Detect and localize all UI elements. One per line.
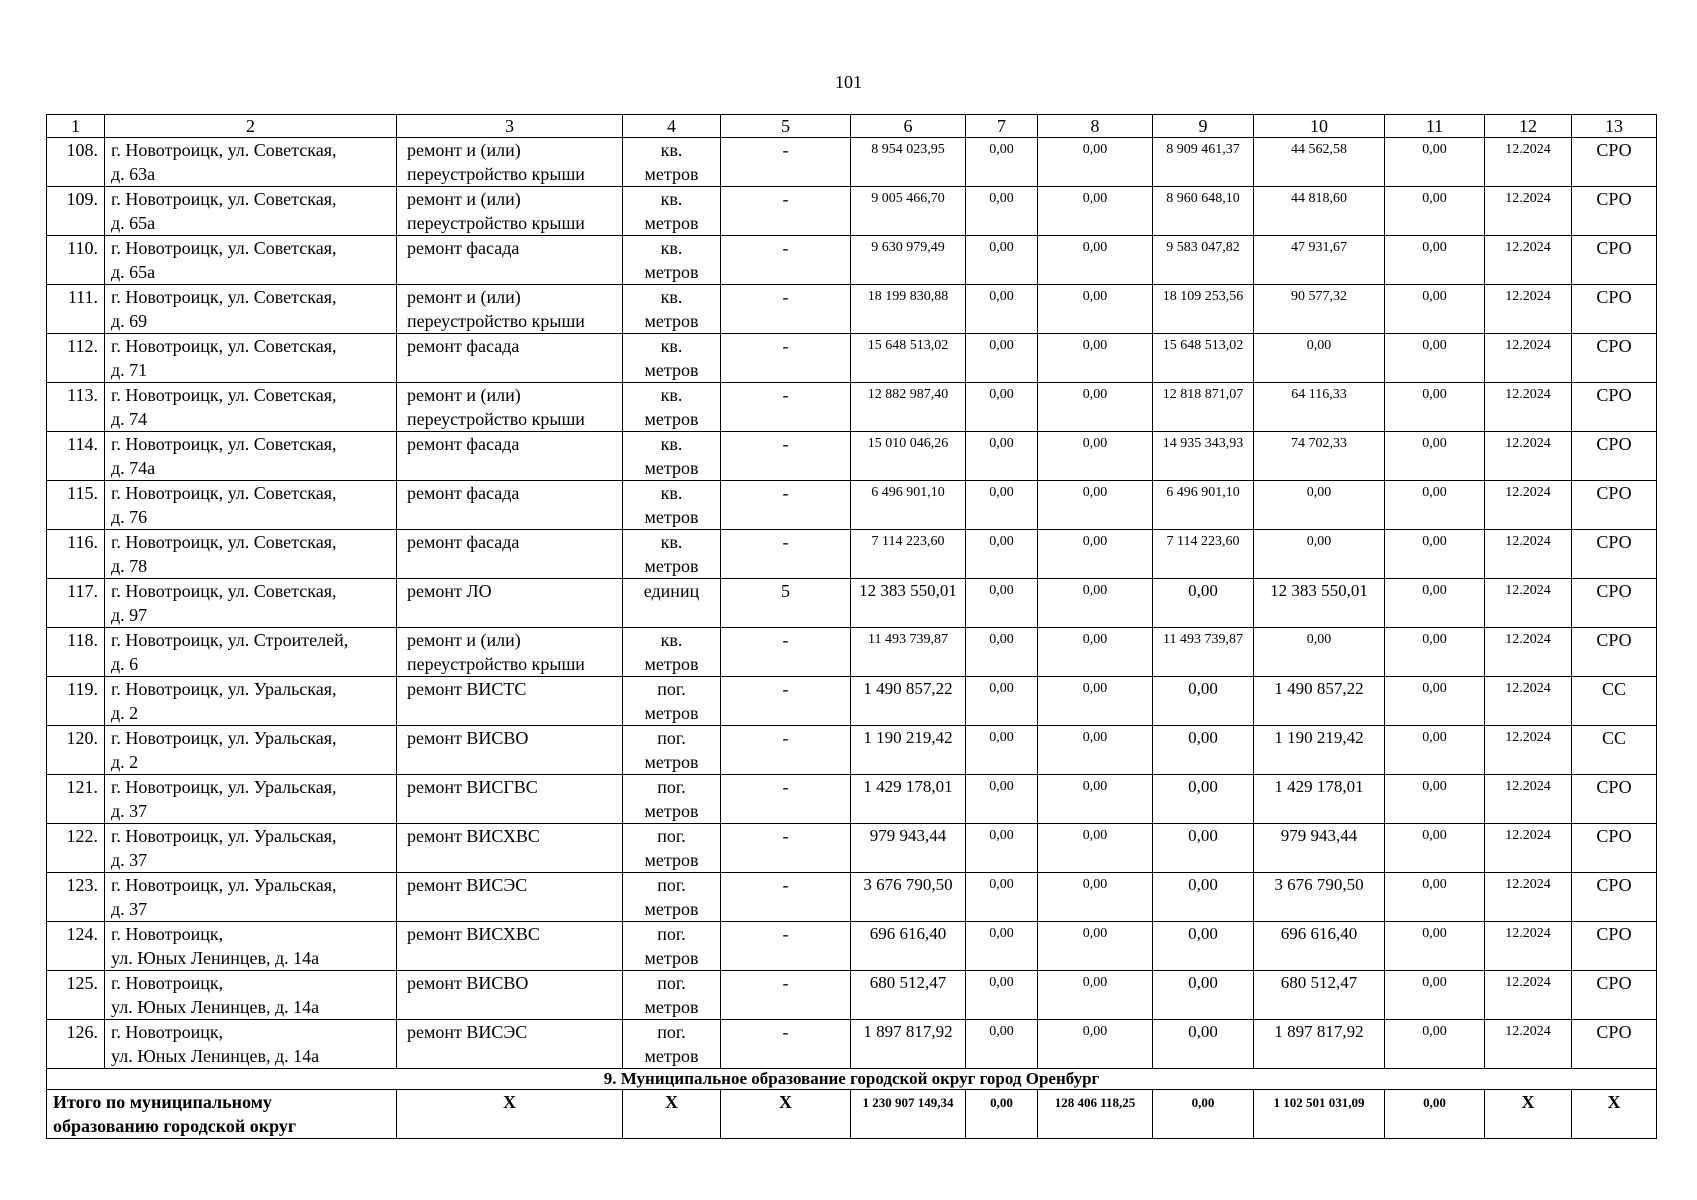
unit-cell: кв. метров — [623, 334, 721, 383]
deadline-cell: 12.2024 — [1485, 285, 1572, 334]
unit-cell: пог. метров — [623, 922, 721, 971]
work-type-cell: ремонт и (или) переустройство крыши — [397, 285, 623, 334]
deadline-cell: 12.2024 — [1485, 1020, 1572, 1069]
address-cell: г. Новотроицк, ул. Юных Ленинцев, д. 14а — [105, 971, 397, 1020]
unit-cell: кв. метров — [623, 628, 721, 677]
address-cell: г. Новотроицк, ул. Советская, д. 78 — [105, 530, 397, 579]
cost-cell: 8 960 648,10 — [1153, 187, 1254, 236]
work-type-cell: ремонт и (или) переустройство крыши — [397, 628, 623, 677]
cost-cell: 0,00 — [1038, 530, 1153, 579]
row-number: 118. — [47, 628, 105, 677]
work-type-cell: ремонт ЛО — [397, 579, 623, 628]
address-cell: г. Новотроицк, ул. Строителей, д. 6 — [105, 628, 397, 677]
total-cost-cell: 979 943,44 — [851, 824, 966, 873]
cost-cell: 3 676 790,50 — [1254, 873, 1385, 922]
cost-cell: 0,00 — [966, 579, 1038, 628]
cost-cell: 0,00 — [1254, 481, 1385, 530]
quantity-cell: - — [721, 726, 851, 775]
cost-cell: 0,00 — [966, 922, 1038, 971]
cost-cell: 0,00 — [1153, 775, 1254, 824]
unit-cell: пог. метров — [623, 971, 721, 1020]
cost-cell: 1 897 817,92 — [1254, 1020, 1385, 1069]
table-row — [47, 922, 1657, 971]
work-type-cell: ремонт фасада — [397, 334, 623, 383]
address-cell: г. Новотроицк, ул. Советская, д. 65а — [105, 187, 397, 236]
method-cell: СС — [1572, 726, 1657, 775]
total-cell: 128 406 118,25 — [1038, 1090, 1153, 1139]
row-number: 119. — [47, 677, 105, 726]
cost-cell: 0,00 — [1038, 383, 1153, 432]
cost-cell: 0,00 — [966, 1020, 1038, 1069]
cost-cell: 44 562,58 — [1254, 138, 1385, 187]
row-number: 122. — [47, 824, 105, 873]
total-cell: Х — [721, 1090, 851, 1139]
total-cost-cell: 1 190 219,42 — [851, 726, 966, 775]
cost-cell: 0,00 — [1038, 334, 1153, 383]
deadline-cell: 12.2024 — [1485, 334, 1572, 383]
cost-cell: 0,00 — [1038, 726, 1153, 775]
method-cell: СРО — [1572, 971, 1657, 1020]
total-cell: 1 102 501 031,09 — [1254, 1090, 1385, 1139]
cost-cell: 0,00 — [966, 138, 1038, 187]
address-cell: г. Новотроицк, ул. Уральская, д. 37 — [105, 873, 397, 922]
work-type-cell: ремонт и (или) переустройство крыши — [397, 187, 623, 236]
cost-cell: 12 818 871,07 — [1153, 383, 1254, 432]
cost-cell: 0,00 — [1038, 971, 1153, 1020]
row-number: 110. — [47, 236, 105, 285]
total-cost-cell: 8 954 023,95 — [851, 138, 966, 187]
cost-cell: 0,00 — [1385, 285, 1485, 334]
cost-cell: 18 109 253,56 — [1153, 285, 1254, 334]
cost-cell: 0,00 — [1385, 677, 1485, 726]
table-row — [47, 432, 1657, 481]
method-cell: СРО — [1572, 481, 1657, 530]
cost-cell: 0,00 — [966, 334, 1038, 383]
total-cost-cell: 1 429 178,01 — [851, 775, 966, 824]
work-type-cell: ремонт фасада — [397, 432, 623, 481]
total-cost-cell: 11 493 739,87 — [851, 628, 966, 677]
unit-cell: единиц — [623, 579, 721, 628]
row-number: 112. — [47, 334, 105, 383]
total-cost-cell: 6 496 901,10 — [851, 481, 966, 530]
quantity-cell: - — [721, 824, 851, 873]
unit-cell: пог. метров — [623, 1020, 721, 1069]
address-cell: г. Новотроицк, ул. Советская, д. 65а — [105, 236, 397, 285]
total-cost-cell: 9 630 979,49 — [851, 236, 966, 285]
cost-cell: 0,00 — [966, 628, 1038, 677]
cost-cell: 0,00 — [1038, 1020, 1153, 1069]
work-type-cell: ремонт фасада — [397, 481, 623, 530]
address-cell: г. Новотроицк, ул. Советская, д. 69 — [105, 285, 397, 334]
method-cell: СРО — [1572, 579, 1657, 628]
total-cell: Х — [397, 1090, 623, 1139]
unit-cell: пог. метров — [623, 873, 721, 922]
table-row — [47, 824, 1657, 873]
column-header: 10 — [1254, 115, 1385, 138]
cost-cell: 0,00 — [1385, 432, 1485, 481]
work-type-cell: ремонт ВИСЭС — [397, 1020, 623, 1069]
table-row — [47, 236, 1657, 285]
unit-cell: пог. метров — [623, 775, 721, 824]
cost-cell: 15 648 513,02 — [1153, 334, 1254, 383]
total-cost-cell: 680 512,47 — [851, 971, 966, 1020]
table-row — [47, 677, 1657, 726]
unit-cell: кв. метров — [623, 383, 721, 432]
total-cost-cell: 7 114 223,60 — [851, 530, 966, 579]
cost-cell: 0,00 — [1385, 334, 1485, 383]
deadline-cell: 12.2024 — [1485, 236, 1572, 285]
method-cell: СРО — [1572, 530, 1657, 579]
cost-cell: 0,00 — [1385, 138, 1485, 187]
column-header: 13 — [1572, 115, 1657, 138]
unit-cell: пог. метров — [623, 677, 721, 726]
cost-cell: 0,00 — [1038, 775, 1153, 824]
unit-cell: кв. метров — [623, 481, 721, 530]
total-cost-cell: 3 676 790,50 — [851, 873, 966, 922]
cost-cell: 0,00 — [1385, 1020, 1485, 1069]
cost-cell: 0,00 — [966, 432, 1038, 481]
row-number: 116. — [47, 530, 105, 579]
method-cell: СРО — [1572, 236, 1657, 285]
cost-cell: 0,00 — [966, 971, 1038, 1020]
address-cell: г. Новотроицк, ул. Уральская, д. 2 — [105, 677, 397, 726]
deadline-cell: 12.2024 — [1485, 481, 1572, 530]
cost-cell: 0,00 — [1385, 530, 1485, 579]
total-cell: 1 230 907 149,34 — [851, 1090, 966, 1139]
cost-cell: 0,00 — [966, 285, 1038, 334]
column-header: 2 — [105, 115, 397, 138]
cost-cell: 0,00 — [966, 481, 1038, 530]
total-cost-cell: 12 383 550,01 — [851, 579, 966, 628]
table-row — [47, 334, 1657, 383]
address-cell: г. Новотроицк, ул. Советская, д. 63а — [105, 138, 397, 187]
deadline-cell: 12.2024 — [1485, 873, 1572, 922]
cost-cell: 0,00 — [1038, 922, 1153, 971]
deadline-cell: 12.2024 — [1485, 775, 1572, 824]
quantity-cell: - — [721, 628, 851, 677]
cost-cell: 0,00 — [1038, 236, 1153, 285]
column-header: 9 — [1153, 115, 1254, 138]
work-type-cell: ремонт ВИСТС — [397, 677, 623, 726]
cost-cell: 0,00 — [966, 530, 1038, 579]
cost-cell: 0,00 — [1385, 873, 1485, 922]
row-number: 123. — [47, 873, 105, 922]
total-cost-cell: 1 490 857,22 — [851, 677, 966, 726]
deadline-cell: 12.2024 — [1485, 971, 1572, 1020]
quantity-cell: - — [721, 334, 851, 383]
cost-cell: 680 512,47 — [1254, 971, 1385, 1020]
cost-cell: 0,00 — [1153, 824, 1254, 873]
total-cost-cell: 696 616,40 — [851, 922, 966, 971]
deadline-cell: 12.2024 — [1485, 677, 1572, 726]
address-cell: г. Новотроицк, ул. Уральская, д. 2 — [105, 726, 397, 775]
table-row — [47, 481, 1657, 530]
cost-cell: 696 616,40 — [1254, 922, 1385, 971]
cost-cell: 0,00 — [1153, 579, 1254, 628]
column-header: 6 — [851, 115, 966, 138]
address-cell: г. Новотроицк, ул. Юных Ленинцев, д. 14а — [105, 922, 397, 971]
cost-cell: 9 583 047,82 — [1153, 236, 1254, 285]
deadline-cell: 12.2024 — [1485, 530, 1572, 579]
table-row — [47, 187, 1657, 236]
unit-cell: кв. метров — [623, 432, 721, 481]
address-cell: г. Новотроицк, ул. Советская, д. 74 — [105, 383, 397, 432]
cost-cell: 0,00 — [1153, 971, 1254, 1020]
cost-cell: 0,00 — [1385, 971, 1485, 1020]
cost-cell: 0,00 — [966, 236, 1038, 285]
capital-repair-table — [46, 114, 1657, 1139]
total-cost-cell: 9 005 466,70 — [851, 187, 966, 236]
cost-cell: 0,00 — [1385, 383, 1485, 432]
work-type-cell: ремонт фасада — [397, 530, 623, 579]
table-row — [47, 138, 1657, 187]
cost-cell: 0,00 — [1038, 628, 1153, 677]
method-cell: СРО — [1572, 873, 1657, 922]
column-header: 5 — [721, 115, 851, 138]
row-number: 124. — [47, 922, 105, 971]
cost-cell: 0,00 — [966, 873, 1038, 922]
unit-cell: кв. метров — [623, 530, 721, 579]
method-cell: СРО — [1572, 383, 1657, 432]
deadline-cell: 12.2024 — [1485, 138, 1572, 187]
deadline-cell: 12.2024 — [1485, 922, 1572, 971]
cost-cell: 0,00 — [966, 187, 1038, 236]
unit-cell: пог. метров — [623, 824, 721, 873]
quantity-cell: - — [721, 187, 851, 236]
unit-cell: кв. метров — [623, 236, 721, 285]
table-row — [47, 383, 1657, 432]
cost-cell: 1 190 219,42 — [1254, 726, 1385, 775]
row-number: 115. — [47, 481, 105, 530]
row-number: 113. — [47, 383, 105, 432]
quantity-cell: - — [721, 922, 851, 971]
deadline-cell: 12.2024 — [1485, 383, 1572, 432]
column-header: 7 — [966, 115, 1038, 138]
method-cell: СРО — [1572, 628, 1657, 677]
cost-cell: 0,00 — [1038, 824, 1153, 873]
address-cell: г. Новотроицк, ул. Советская, д. 97 — [105, 579, 397, 628]
cost-cell: 0,00 — [1254, 334, 1385, 383]
work-type-cell: ремонт ВИСХВС — [397, 824, 623, 873]
cost-cell: 47 931,67 — [1254, 236, 1385, 285]
total-cost-cell: 12 882 987,40 — [851, 383, 966, 432]
work-type-cell: ремонт фасада — [397, 236, 623, 285]
cost-cell: 0,00 — [1038, 138, 1153, 187]
cost-cell: 0,00 — [1254, 628, 1385, 677]
quantity-cell: 5 — [721, 579, 851, 628]
row-number: 120. — [47, 726, 105, 775]
cost-cell: 0,00 — [1385, 187, 1485, 236]
unit-cell: пог. метров — [623, 726, 721, 775]
method-cell: СРО — [1572, 138, 1657, 187]
work-type-cell: ремонт ВИСХВС — [397, 922, 623, 971]
column-header: 12 — [1485, 115, 1572, 138]
total-cell: Х — [1572, 1090, 1657, 1139]
cost-cell: 0,00 — [1038, 187, 1153, 236]
deadline-cell: 12.2024 — [1485, 628, 1572, 677]
cost-cell: 0,00 — [1038, 579, 1153, 628]
cost-cell: 44 818,60 — [1254, 187, 1385, 236]
cost-cell: 8 909 461,37 — [1153, 138, 1254, 187]
address-cell: г. Новотроицк, ул. Советская, д. 76 — [105, 481, 397, 530]
address-cell: г. Новотроицк, ул. Юных Ленинцев, д. 14а — [105, 1020, 397, 1069]
row-number: 109. — [47, 187, 105, 236]
row-number: 111. — [47, 285, 105, 334]
quantity-cell: - — [721, 432, 851, 481]
table-row — [47, 726, 1657, 775]
quantity-cell: - — [721, 138, 851, 187]
total-cell: Х — [623, 1090, 721, 1139]
work-type-cell: ремонт и (или) переустройство крыши — [397, 383, 623, 432]
section-header-row — [47, 1069, 1657, 1090]
work-type-cell: ремонт ВИСЭС — [397, 873, 623, 922]
quantity-cell: - — [721, 775, 851, 824]
column-header: 8 — [1038, 115, 1153, 138]
cost-cell: 0,00 — [1385, 579, 1485, 628]
cost-cell: 0,00 — [1038, 677, 1153, 726]
cost-cell: 0,00 — [1153, 922, 1254, 971]
cost-cell: 0,00 — [966, 383, 1038, 432]
total-cost-cell: 15 010 046,26 — [851, 432, 966, 481]
cost-cell: 0,00 — [1385, 922, 1485, 971]
cost-cell: 6 496 901,10 — [1153, 481, 1254, 530]
column-header: 11 — [1385, 115, 1485, 138]
quantity-cell: - — [721, 481, 851, 530]
cost-cell: 0,00 — [1385, 726, 1485, 775]
cost-cell: 0,00 — [966, 775, 1038, 824]
cost-cell: 0,00 — [1385, 236, 1485, 285]
cost-cell: 7 114 223,60 — [1153, 530, 1254, 579]
cost-cell: 0,00 — [1038, 481, 1153, 530]
table-row — [47, 628, 1657, 677]
method-cell: СРО — [1572, 285, 1657, 334]
total-cell: 0,00 — [966, 1090, 1038, 1139]
unit-cell: кв. метров — [623, 285, 721, 334]
cost-cell: 11 493 739,87 — [1153, 628, 1254, 677]
work-type-cell: ремонт ВИСВО — [397, 971, 623, 1020]
total-row — [47, 1090, 1657, 1139]
column-header: 3 — [397, 115, 623, 138]
cost-cell: 0,00 — [1385, 628, 1485, 677]
table-row — [47, 1020, 1657, 1069]
quantity-cell: - — [721, 383, 851, 432]
quantity-cell: - — [721, 236, 851, 285]
total-cost-cell: 15 648 513,02 — [851, 334, 966, 383]
table-row — [47, 285, 1657, 334]
address-cell: г. Новотроицк, ул. Советская, д. 71 — [105, 334, 397, 383]
deadline-cell: 12.2024 — [1485, 824, 1572, 873]
method-cell: СРО — [1572, 334, 1657, 383]
cost-cell: 0,00 — [1038, 285, 1153, 334]
total-cell: 0,00 — [1385, 1090, 1485, 1139]
table-row — [47, 971, 1657, 1020]
deadline-cell: 12.2024 — [1485, 579, 1572, 628]
cost-cell: 14 935 343,93 — [1153, 432, 1254, 481]
cost-cell: 0,00 — [966, 677, 1038, 726]
table-row — [47, 775, 1657, 824]
table-row — [47, 579, 1657, 628]
row-number: 108. — [47, 138, 105, 187]
row-number: 121. — [47, 775, 105, 824]
method-cell: СРО — [1572, 432, 1657, 481]
cost-cell: 1 429 178,01 — [1254, 775, 1385, 824]
deadline-cell: 12.2024 — [1485, 726, 1572, 775]
method-cell: СРО — [1572, 824, 1657, 873]
work-type-cell: ремонт ВИСГВС — [397, 775, 623, 824]
quantity-cell: - — [721, 677, 851, 726]
table-row — [47, 873, 1657, 922]
column-number-row — [47, 115, 1657, 138]
work-type-cell: ремонт ВИСВО — [397, 726, 623, 775]
total-cost-cell: 1 897 817,92 — [851, 1020, 966, 1069]
page-number: 101 — [835, 72, 862, 92]
column-header: 1 — [47, 115, 105, 138]
cost-cell: 64 116,33 — [1254, 383, 1385, 432]
quantity-cell: - — [721, 971, 851, 1020]
unit-cell: кв. метров — [623, 138, 721, 187]
row-number: 125. — [47, 971, 105, 1020]
method-cell: СРО — [1572, 1020, 1657, 1069]
cost-cell: 0,00 — [1385, 824, 1485, 873]
row-number: 114. — [47, 432, 105, 481]
cost-cell: 0,00 — [1385, 775, 1485, 824]
cost-cell: 74 702,33 — [1254, 432, 1385, 481]
method-cell: СС — [1572, 677, 1657, 726]
cost-cell: 0,00 — [1254, 530, 1385, 579]
cost-cell: 0,00 — [1153, 873, 1254, 922]
total-label: Итого по муниципальному образованию городской округ — [47, 1090, 397, 1139]
method-cell: СРО — [1572, 922, 1657, 971]
method-cell: СРО — [1572, 187, 1657, 236]
cost-cell: 12 383 550,01 — [1254, 579, 1385, 628]
address-cell: г. Новотроицк, ул. Советская, д. 74а — [105, 432, 397, 481]
unit-cell: кв. метров — [623, 187, 721, 236]
section-title: 9. Муниципальное образование городской округ город Оренбург — [47, 1069, 1657, 1090]
cost-cell: 0,00 — [966, 824, 1038, 873]
total-cell: Х — [1485, 1090, 1572, 1139]
deadline-cell: 12.2024 — [1485, 432, 1572, 481]
work-type-cell: ремонт и (или) переустройство крыши — [397, 138, 623, 187]
cost-cell: 0,00 — [1153, 1020, 1254, 1069]
address-cell: г. Новотроицк, ул. Уральская, д. 37 — [105, 775, 397, 824]
quantity-cell: - — [721, 285, 851, 334]
quantity-cell: - — [721, 1020, 851, 1069]
row-number: 117. — [47, 579, 105, 628]
method-cell: СРО — [1572, 775, 1657, 824]
cost-cell: 90 577,32 — [1254, 285, 1385, 334]
address-cell: г. Новотроицк, ул. Уральская, д. 37 — [105, 824, 397, 873]
table-row — [47, 530, 1657, 579]
column-header: 4 — [623, 115, 721, 138]
quantity-cell: - — [721, 873, 851, 922]
total-cost-cell: 18 199 830,88 — [851, 285, 966, 334]
cost-cell: 0,00 — [1385, 481, 1485, 530]
cost-cell: 0,00 — [1153, 726, 1254, 775]
cost-cell: 979 943,44 — [1254, 824, 1385, 873]
cost-cell: 0,00 — [966, 726, 1038, 775]
cost-cell: 0,00 — [1153, 677, 1254, 726]
cost-cell: 1 490 857,22 — [1254, 677, 1385, 726]
total-cell: 0,00 — [1153, 1090, 1254, 1139]
deadline-cell: 12.2024 — [1485, 187, 1572, 236]
row-number: 126. — [47, 1020, 105, 1069]
cost-cell: 0,00 — [1038, 873, 1153, 922]
quantity-cell: - — [721, 530, 851, 579]
cost-cell: 0,00 — [1038, 432, 1153, 481]
